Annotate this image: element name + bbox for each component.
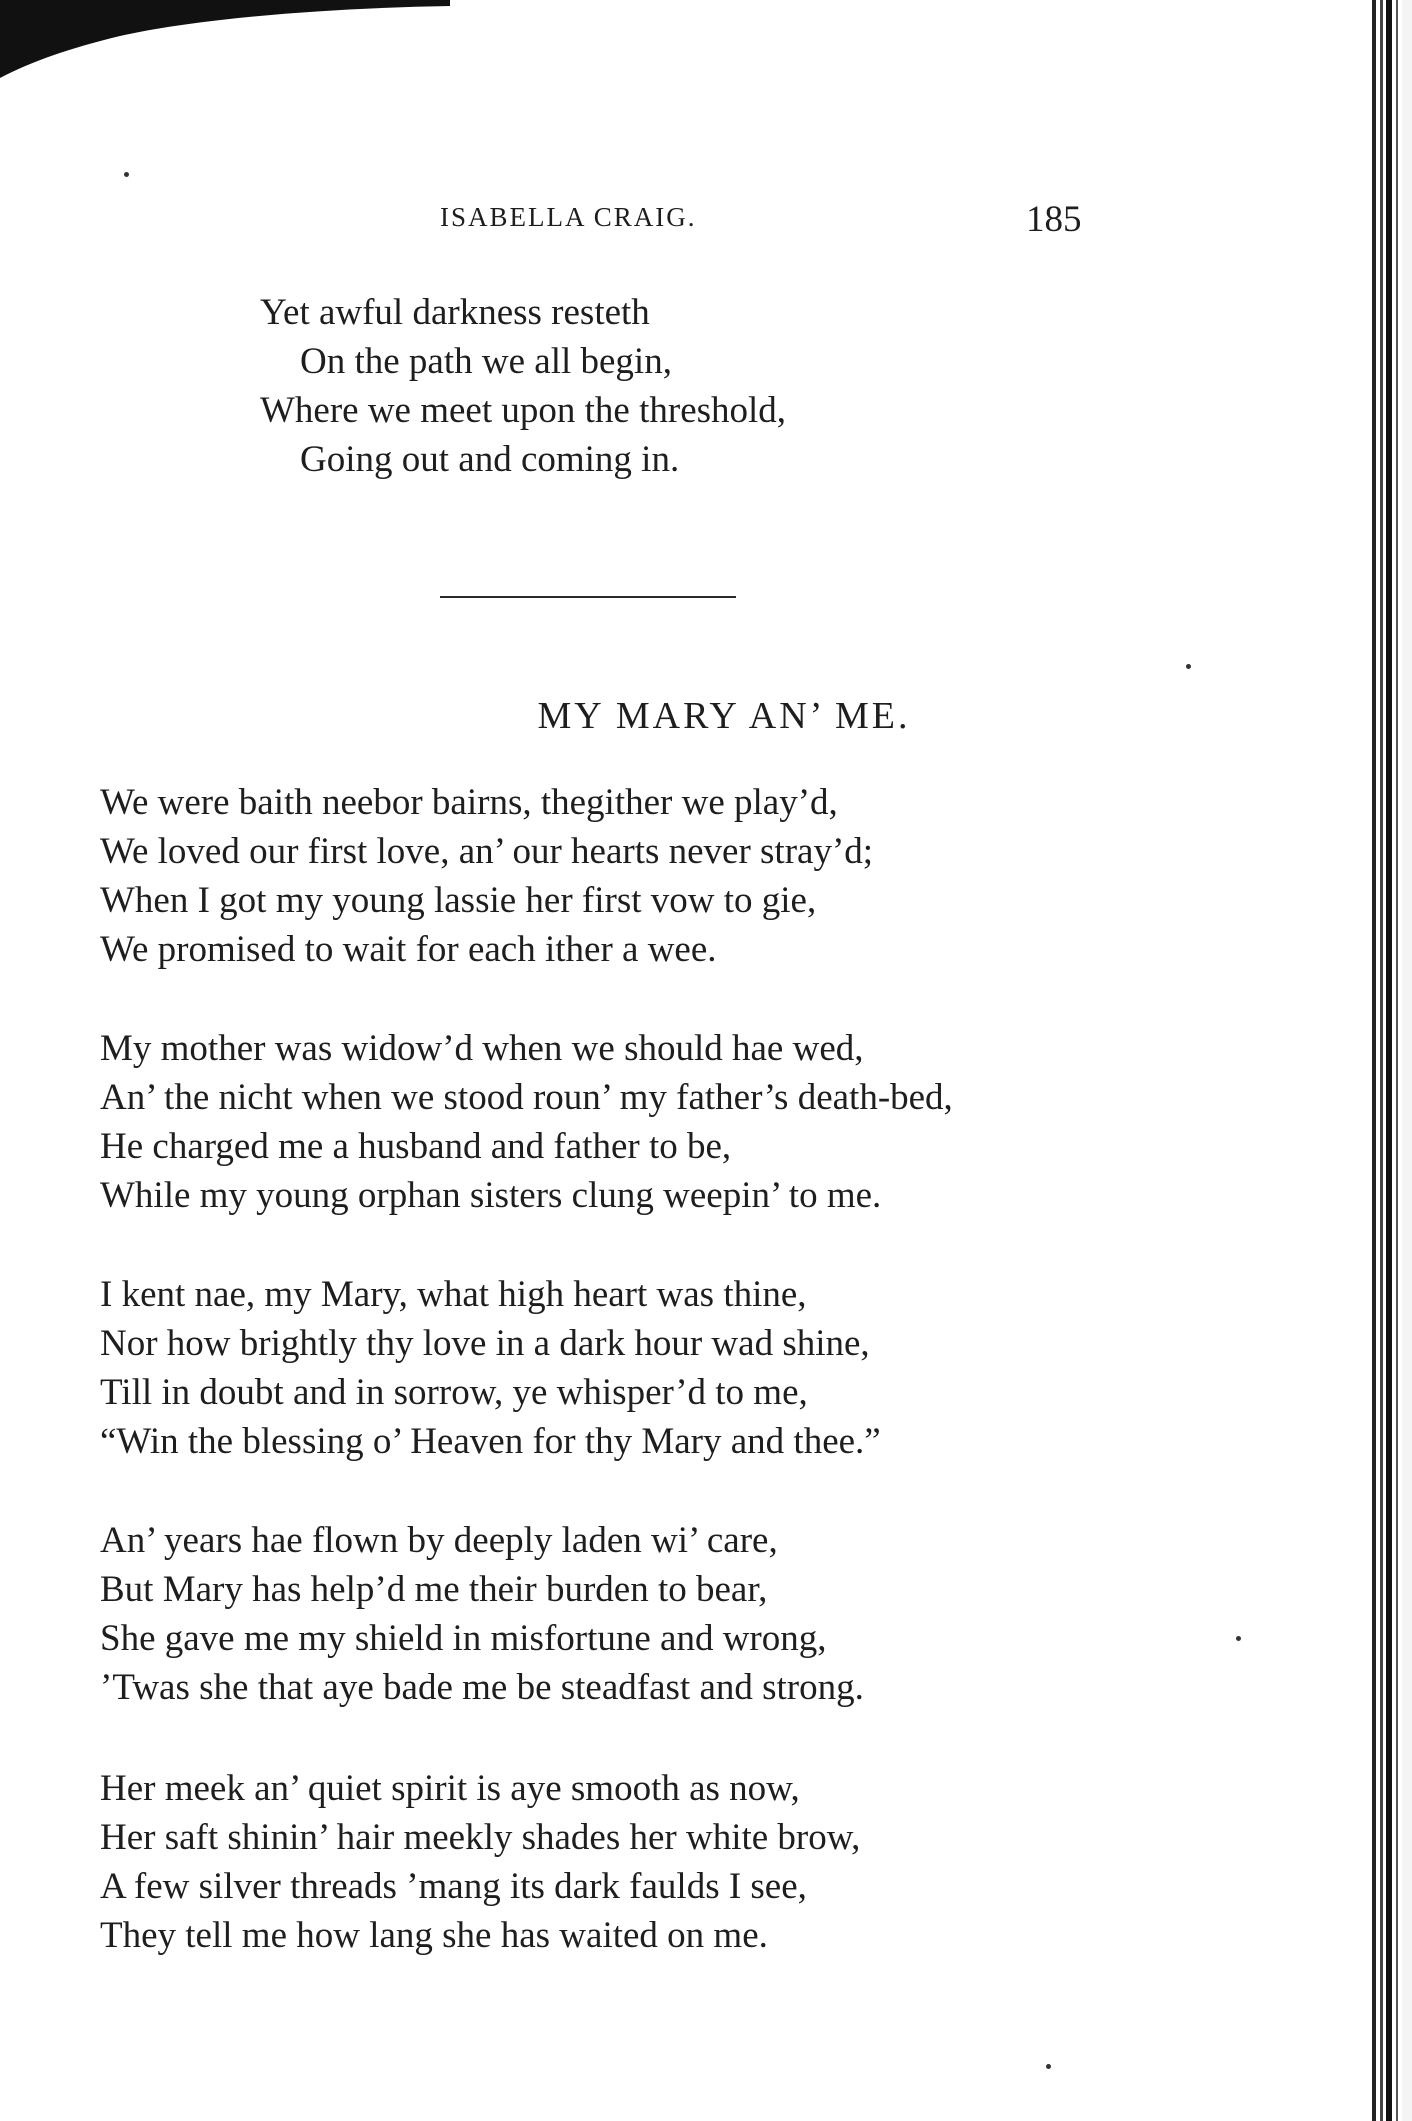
verse-line: I kent nae, my Mary, what high heart was thine, [100,1274,807,1315]
scan-corner-shadow [0,0,450,80]
verse-line: An’ the nicht when we stood roun’ my father’s death-bed, [100,1077,953,1118]
verse-line: “Win the blessing o’ Heaven for thy Mary and thee.” [100,1421,881,1462]
verse-line: They tell me how lang she has waited on me. [100,1915,768,1956]
verse-line: She gave me my shield in misfortune and wrong, [100,1618,827,1659]
ink-speck [1236,1636,1241,1641]
verse-line: Yet awful darkness resteth [260,292,650,333]
verse-line: Going out and coming in. [300,439,680,480]
verse-line: Till in doubt and in sorrow, ye whisper’d to me, [100,1372,808,1413]
verse-line: A few silver threads ’mang its dark faulds I see, [100,1866,807,1907]
verse-line: Her saft shinin’ hair meekly shades her white brow, [100,1817,861,1858]
verse-line: We promised to wait for each ither a wee. [100,929,717,970]
verse-line: We loved our first love, an’ our hearts never stray’d; [100,831,874,872]
verse-line: Where we meet upon the threshold, [260,390,787,431]
stanza [100,1024,953,1220]
ink-speck [1046,2064,1051,2069]
stanza [100,778,873,974]
ink-speck [124,172,129,177]
opening-stanza [260,288,786,484]
ink-speck [1186,664,1191,669]
book-spine-edge [1352,0,1412,2121]
section-divider [440,596,736,598]
verse-line: When I got my young lassie her first vow to gie, [100,880,817,921]
stanza [100,1764,860,1960]
verse-line: My mother was widow’d when we should hae wed, [100,1028,864,1069]
verse-line: We were baith neebor bairns, thegither we play’d, [100,782,838,823]
poem-title: MY MARY AN’ ME. [537,695,911,737]
page-header [0,198,1412,238]
verse-line: An’ years hae flown by deeply laden wi’ care, [100,1520,778,1561]
verse-line: Her meek an’ quiet spirit is aye smooth as now, [100,1768,800,1809]
verse-line: But Mary has help’d me their burden to bear, [100,1569,768,1610]
verse-line: Nor how brightly thy love in a dark hour wad shine, [100,1323,870,1364]
running-head: ISABELLA CRAIG. [440,202,697,232]
page-number: 185 [1026,199,1082,240]
verse-line: He charged me a husband and father to be, [100,1126,732,1167]
stanza [100,1516,864,1712]
stanza [100,1270,881,1466]
verse-line: ’Twas she that aye bade me be steadfast and strong. [100,1667,864,1708]
verse-line: While my young orphan sisters clung weepin’ to me. [100,1175,882,1216]
verse-line: On the path we all begin, [300,341,672,382]
